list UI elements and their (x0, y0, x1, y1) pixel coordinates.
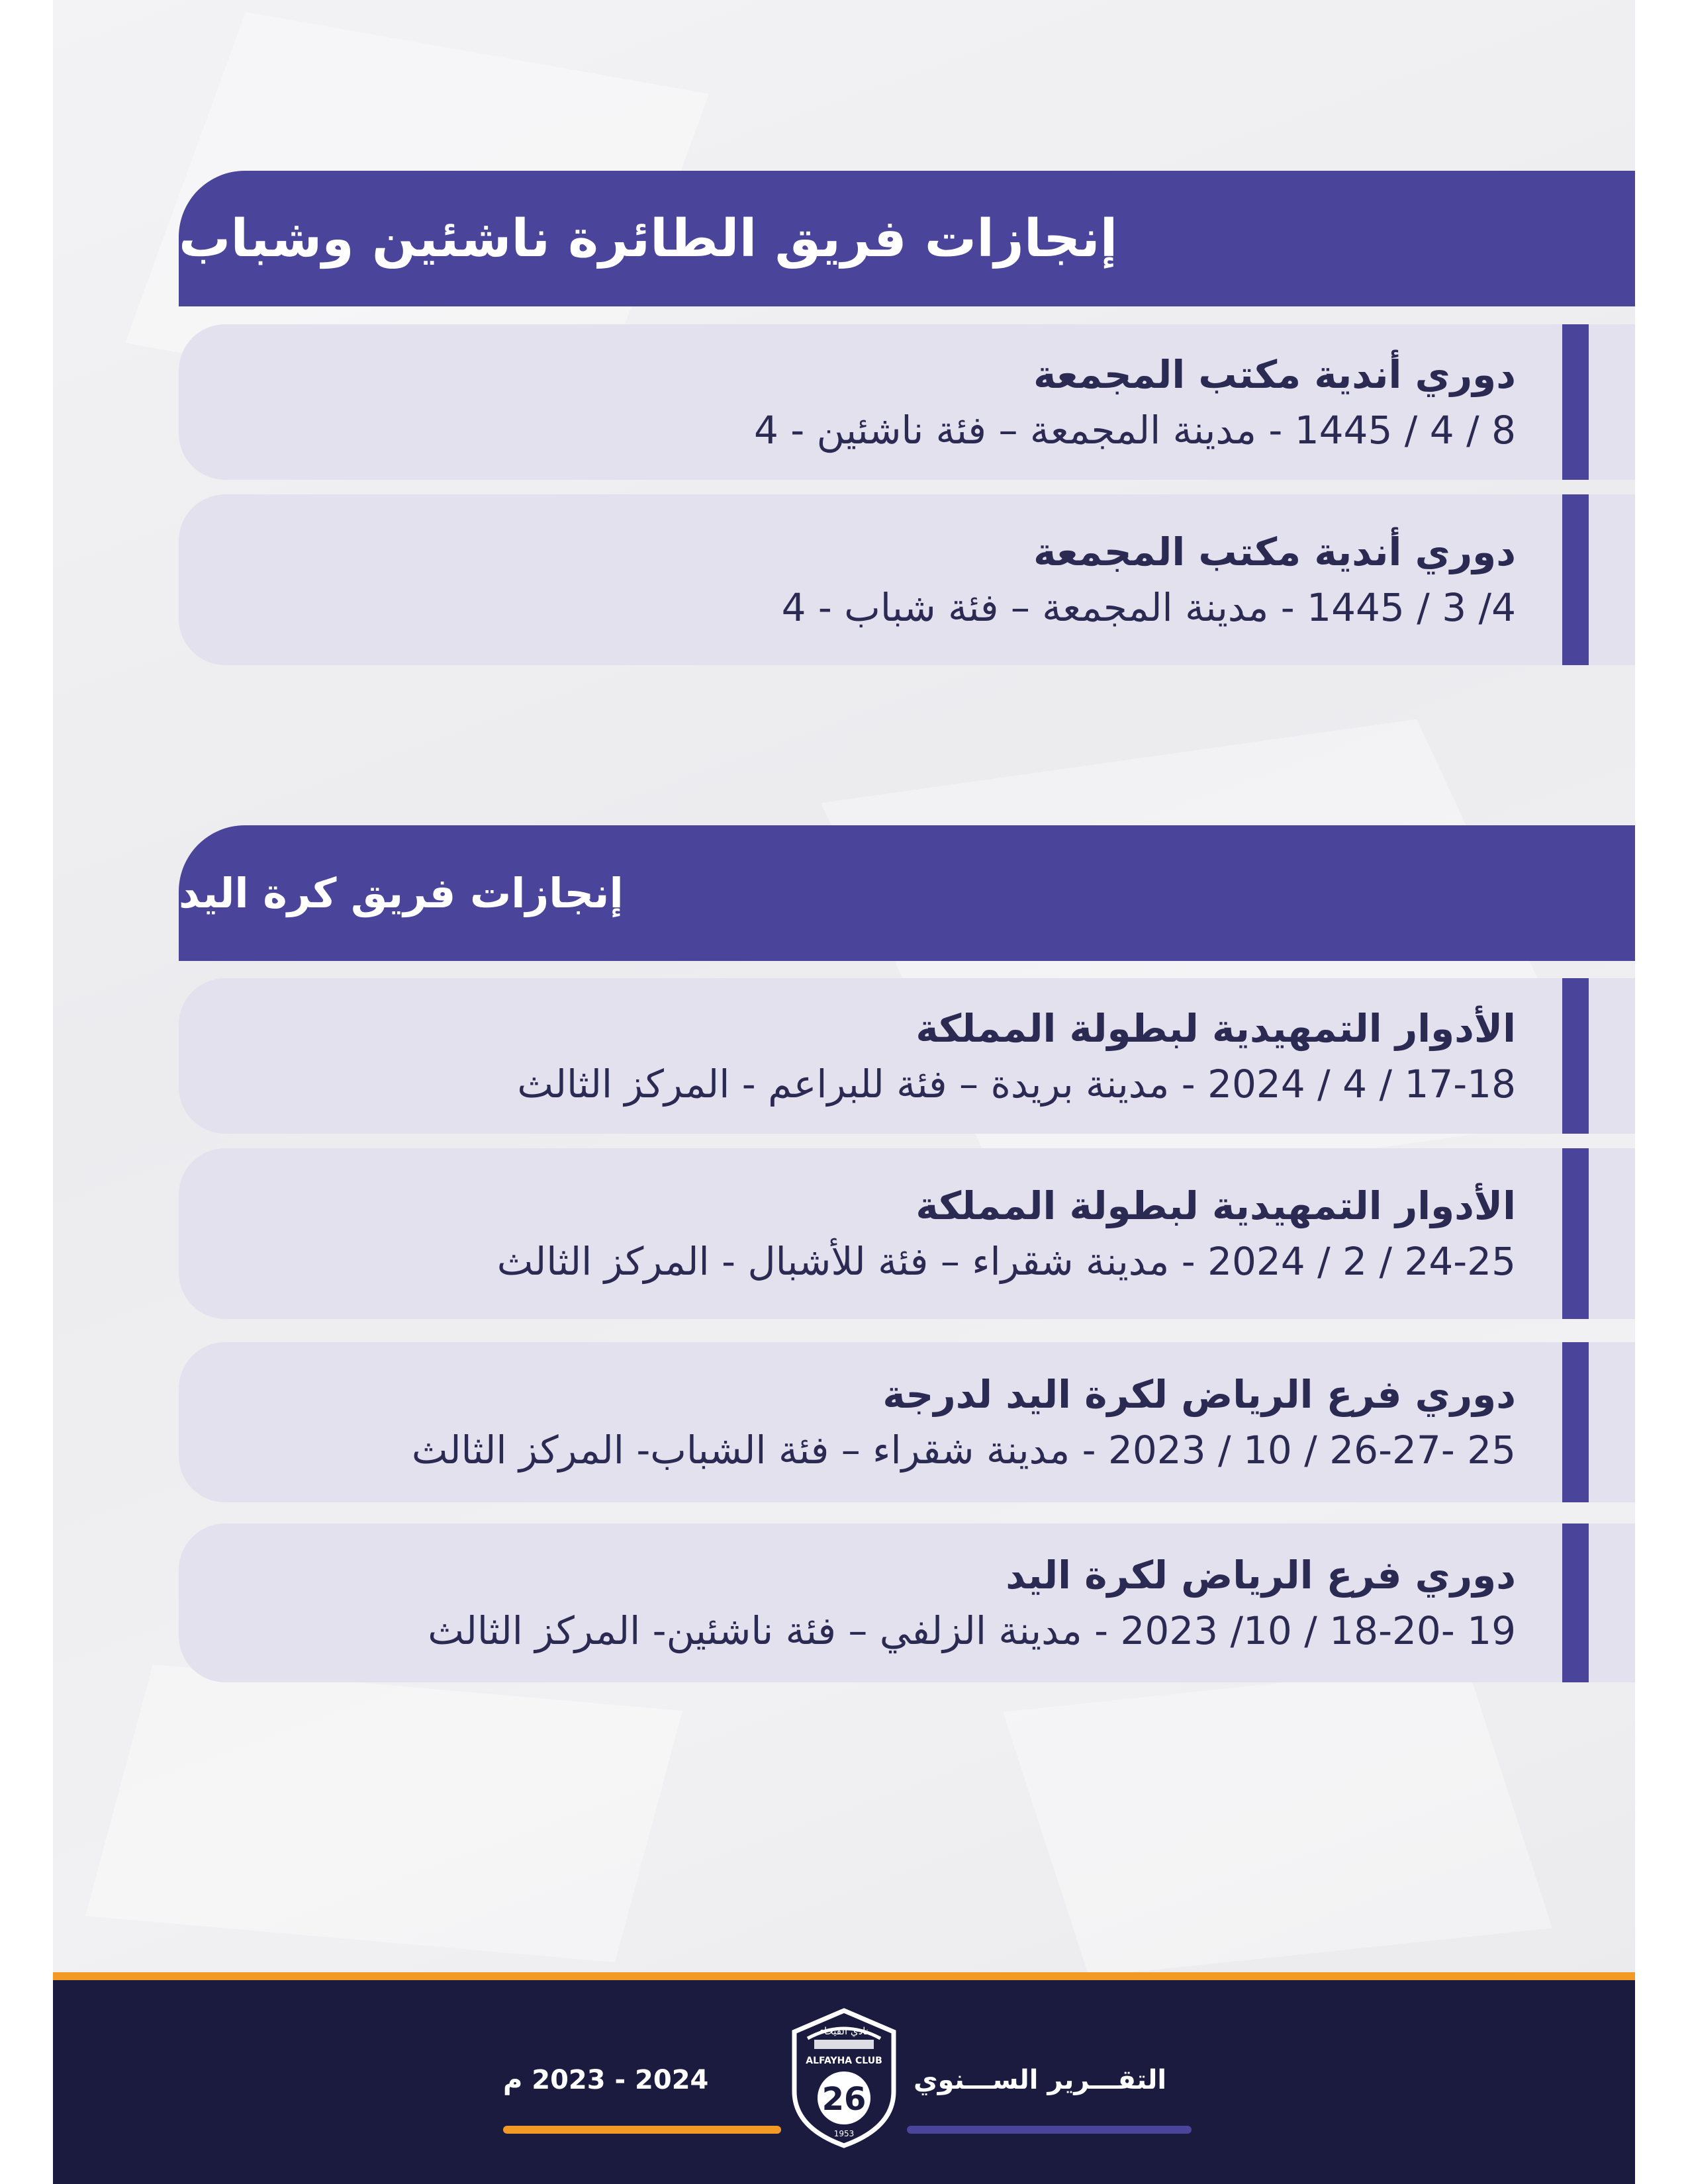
achievement-detail: 24-25 / 2 / 2024 - مدينة شقراء – فئة للأشبال - المركز الثالث (496, 1239, 1516, 1284)
card-accent-bar (1562, 494, 1589, 665)
achievement-name: دوري فرع الرياض لكرة اليد (1006, 1553, 1516, 1598)
section-header-handball (179, 825, 1635, 961)
card-accent-bar (1562, 1342, 1589, 1502)
logo-arabic-name: نادي الفيحاء (819, 2025, 869, 2037)
footer-report-label: التقـــرير الســـنوي (914, 2065, 1167, 2095)
page-background (53, 0, 1635, 2184)
achievement-detail: 19 -18-20 / 10/ 2023 - مدينة الزلفي – فئة ناشئين- المركز الثالث (428, 1608, 1516, 1653)
footer-years: 2024 - 2023 م (503, 2065, 709, 2095)
achievement-detail: 8 / 4 / 1445 - مدينة المجمعة – فئة ناشئين - 4 (753, 407, 1516, 453)
footer-orange-line (503, 2126, 781, 2134)
footer-orange-stripe (53, 1972, 1635, 1980)
section-title-volleyball: إنجازات فريق الطائرة ناشئين وشباب (179, 208, 1118, 269)
card-accent-bar (1562, 1524, 1589, 1682)
card-accent-bar (1562, 324, 1589, 480)
achievement-name: الأدوار التمهيدية لبطولة المملكة (915, 1183, 1516, 1228)
footer-purple-line (907, 2126, 1192, 2134)
achievement-name: دوري أندية مكتب المجمعة (1033, 529, 1516, 574)
section-header-volleyball (179, 171, 1635, 306)
achievement-name: الأدوار التمهيدية لبطولة المملكة (915, 1005, 1516, 1051)
page-footer (53, 1972, 1635, 2184)
logo-number: 26 (821, 2081, 867, 2118)
card-accent-bar (1562, 1148, 1589, 1319)
achievement-name: دوري فرع الرياض لكرة اليد لدرجة (882, 1372, 1516, 1417)
achievement-card (179, 978, 1635, 1134)
achievement-card (179, 1524, 1635, 1682)
achievement-detail: 25 -26-27 / 10 / 2023 - مدينة شقراء – فئة الشباب- المركز الثالث (411, 1428, 1516, 1473)
card-accent-bar (1562, 978, 1589, 1134)
achievement-card (179, 494, 1635, 665)
logo-year: 1953 (833, 2129, 855, 2138)
achievement-card (179, 324, 1635, 480)
club-logo-icon (788, 2005, 900, 2151)
section-title-handball: إنجازات فريق كرة اليد (179, 869, 624, 917)
achievement-card (179, 1148, 1635, 1319)
achievement-detail: 17-18 / 4 / 2024 - مدينة بريدة – فئة للبراعم - المركز الثالث (517, 1061, 1516, 1107)
achievement-detail: 4/ 3 / 1445 - مدينة المجمعة – فئة شباب - 4 (781, 585, 1516, 630)
logo-english-name: ALFAYHA CLUB (806, 2056, 882, 2066)
achievement-card (179, 1342, 1635, 1502)
achievement-name: دوري أندية مكتب المجمعة (1033, 351, 1516, 397)
